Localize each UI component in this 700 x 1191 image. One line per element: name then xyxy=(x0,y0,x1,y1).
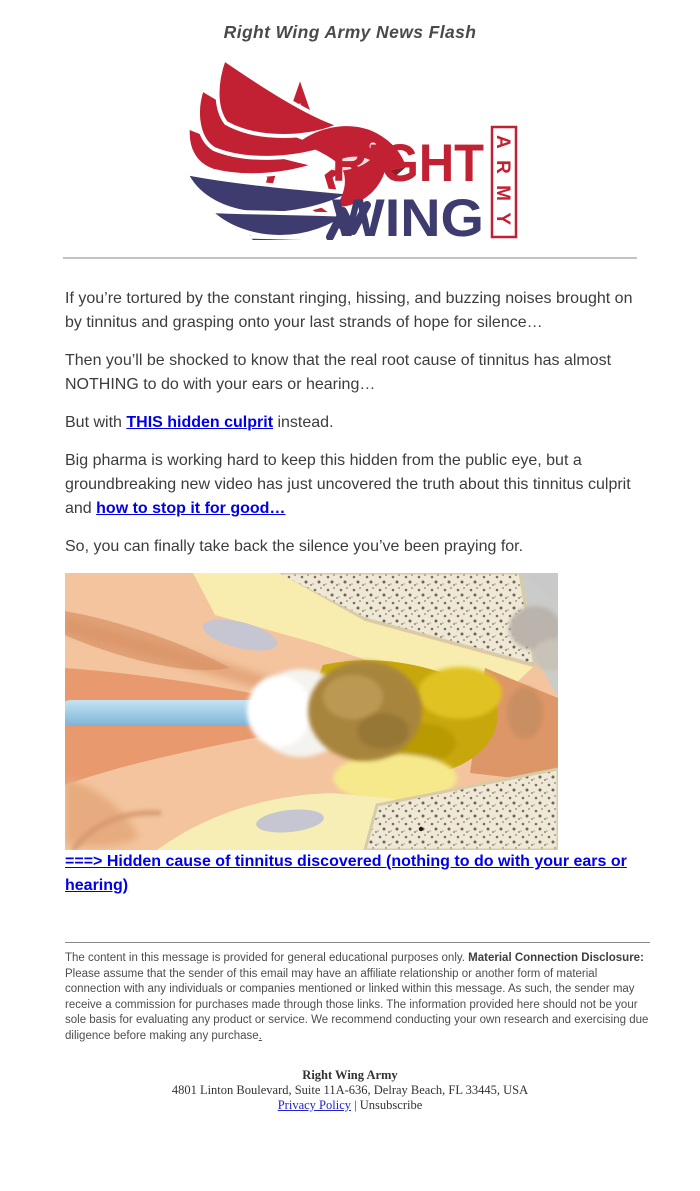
hidden-cause-cta-link[interactable]: ===> Hidden cause of tinnitus discovered (nothing to do with your ears or hearing) xyxy=(65,853,627,894)
paragraph-2: Then you’ll be shocked to know that the real root cause of tinnitus has almost NOTHING to do with your ears or hearing… xyxy=(65,352,612,393)
unsubscribe-link[interactable]: Unsubscribe xyxy=(359,1098,423,1112)
logo-word-army: ARMY xyxy=(492,135,513,231)
stop-it-for-good-link[interactable]: how to stop it for good… xyxy=(96,500,286,517)
email-body xyxy=(65,287,649,1044)
email-footer xyxy=(0,1068,700,1113)
footer-company-name: Right Wing Army xyxy=(302,1068,398,1082)
newsletter-tagline: Right Wing Army News Flash xyxy=(223,22,477,42)
privacy-policy-link[interactable]: Privacy Policy xyxy=(277,1098,351,1112)
right-wing-army-logo xyxy=(180,55,520,240)
brand-logo xyxy=(0,55,700,245)
footer-link-separator: | xyxy=(354,1098,357,1112)
disclaimer-tail: . xyxy=(258,1029,262,1042)
disclaimer-bold-title: Material Connection Disclosure: xyxy=(468,952,644,964)
paragraph-5: So, you can finally take back the silence you’ve been praying for. xyxy=(65,538,524,555)
disclaimer xyxy=(65,942,650,1044)
footer-address: 4801 Linton Boulevard, Suite 11A-636, Delray Beach, FL 33445, USA xyxy=(171,1083,529,1097)
disclaimer-pre: The content in this message is provided for general educational purposes only. xyxy=(65,952,469,964)
paragraph-1: If you’re tortured by the constant ringing, hissing, and buzzing noises brought on by tinnitus and grasping onto your last strands of hope for silence… xyxy=(65,290,633,331)
paragraph-4 xyxy=(65,449,635,521)
paragraph-4-pre: Big pharma is working hard to keep this hidden from the public eye, but a groundbreaking new video has just uncovered the truth about this tinnitus culprit and xyxy=(65,452,631,517)
hidden-culprit-link[interactable]: THIS hidden culprit xyxy=(126,414,274,431)
paragraph-3-post: instead. xyxy=(273,414,334,431)
ear-canal-illustration[interactable] xyxy=(65,573,558,850)
paragraph-3 xyxy=(65,411,635,435)
logo-word-wing: WING xyxy=(332,189,484,240)
logo-word-right: RIGHT xyxy=(332,134,484,193)
disclaimer-post: Please assume that the sender of this email may have an affiliate relationship or another form of material connection with any individuals or companies mentioned or linked within this message. As such, the sender may receive a commission for purchases made through those links. The information provided here should not be your sole basis for evaluating any product or service. We recommend conducting your own research and exercising due diligence before making any purchase xyxy=(65,967,649,1042)
paragraph-3-pre: But with xyxy=(65,414,127,431)
header-divider xyxy=(63,257,637,259)
cta-link-wrap xyxy=(65,850,635,898)
footer-links xyxy=(0,1098,700,1113)
